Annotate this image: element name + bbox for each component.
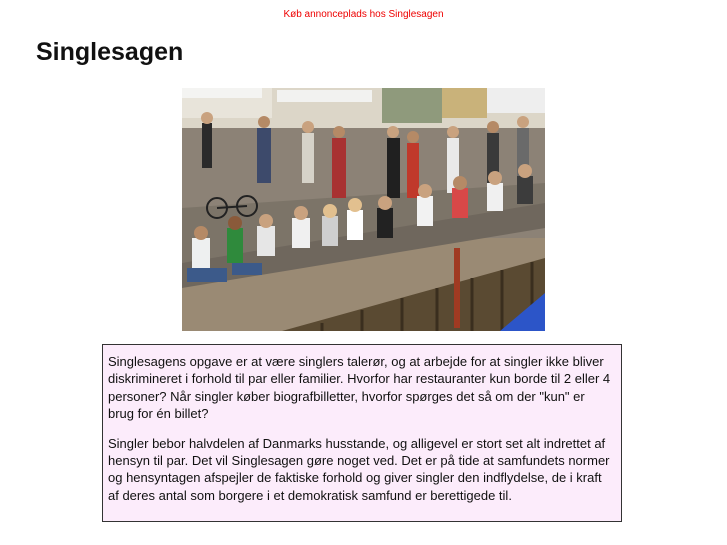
intro-paragraph-1: Singlesagens opgave er at være singlers talerør, og at arbejde for at singler ikke bliver diskrimineret i forhold til par eller familier. Hvorfor har restauranter kun borde til 2 eller 4 personer? Når singler køber biografbilletter, hvorfor spørges det så om der "kun" er brug for én billet? bbox=[108, 354, 611, 422]
page-title: Singlesagen bbox=[36, 38, 184, 66]
advertise-link[interactable]: Køb annonceplads hos Singlesagen bbox=[283, 9, 444, 20]
intro-textbox bbox=[102, 344, 622, 522]
intro-paragraph-2: Singler bebor halvdelen af Danmarks husstande, og alligevel er stort set alt indrettet af hensyn til par. Det vil Singlesagen gøre noget ved. Det er på tide at samfundets normer og hensyntagen afspejler de faktiske forhold og giver singler den indflydelse, de i kraft af deres antal som borgere i et demokratisk samfund er berettigede til. bbox=[108, 435, 610, 503]
crowd-photo bbox=[182, 88, 545, 331]
harbour-crowd-illustration bbox=[182, 88, 545, 331]
